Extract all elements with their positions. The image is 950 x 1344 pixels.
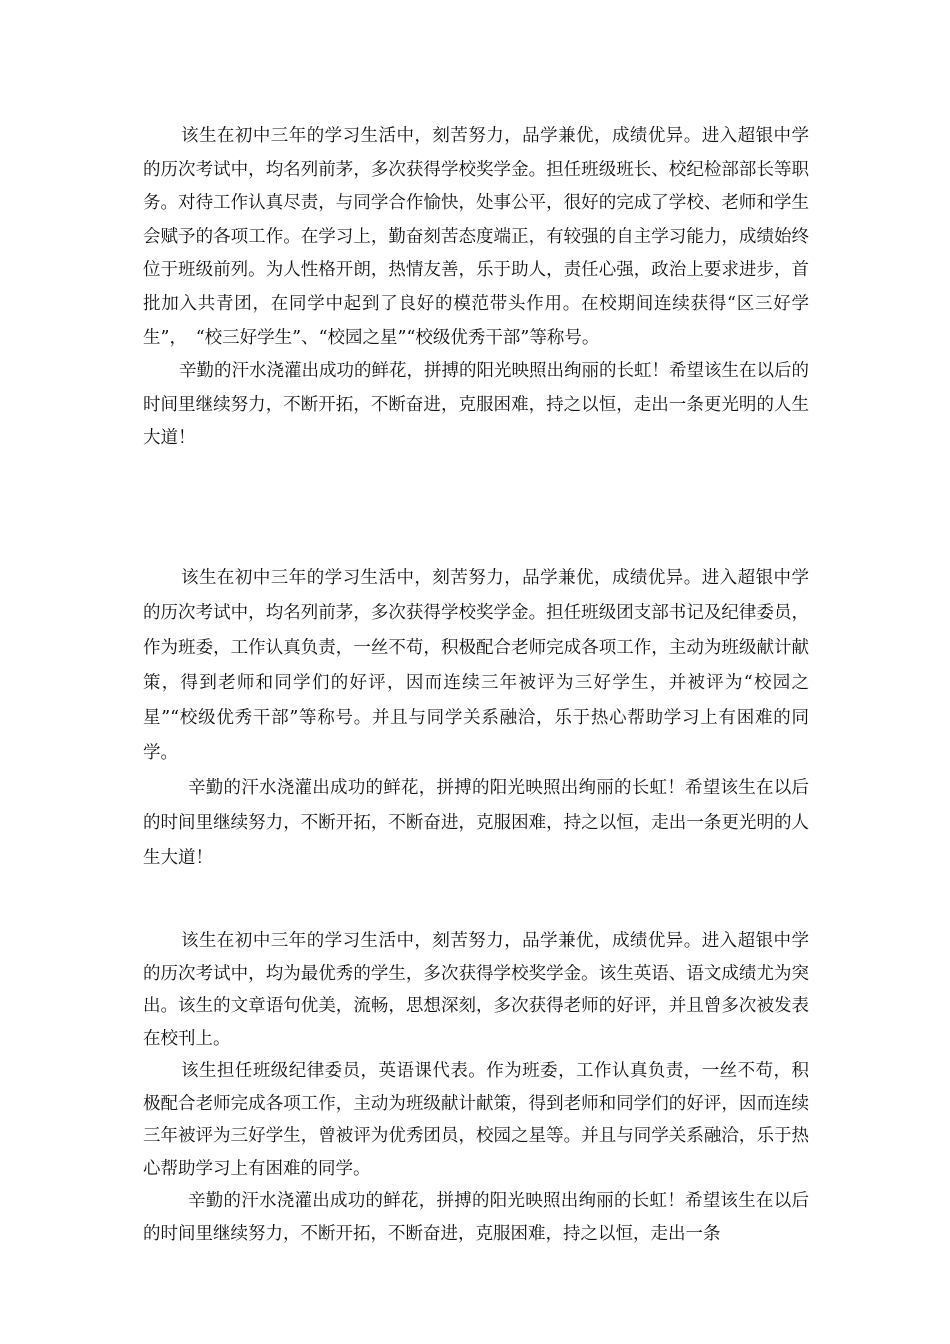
evaluation-section-1 <box>143 120 809 456</box>
evaluation-1-body: 该生在初中三年的学习生活中，刻苦努力，品学兼优，成绩优异。进入超银中学的历次考试中，均名列前茅，多次获得学校奖学金。担任班级班长、校纪检部部长等职务。对待工作认真尽责，与同学合作愉快，处事公平，很好的完成了学校、老师和学生会赋予的各项工作。在学习上，勤奋刻苦态度端正，有较强的自主学习能力，成绩始终位于班级前列。为人性格开朗，热情友善，乐于助人，责任心强，政治上要求进步，首批加入共青团，在同学中起到了良好的模范带头作用。在校期间连续获得“区三好学生”， “校三好学生”、“校园之星”“校级优秀干部”等称号。 <box>143 126 809 348</box>
evaluation-section-2 <box>143 561 809 876</box>
evaluation-2-closing: 辛勤的汗水浇灌出成功的鲜花，拼搏的阳光映照出绚丽的长虹！希望该生在以后的时间里继续努力，不断开拓，不断奋进，克服困难，持之以恒，走出一条更光明的人生大道！ <box>143 778 809 868</box>
evaluation-3-roles: 该生担任班级纪律委员，英语课代表。作为班委，工作认真负责，一丝不苟，积极配合老师完成各项工作，主动为班级献计献策，得到老师和同学们的好评，因而连续三年被评为三好学生，曾被评为优秀团员，校园之星等。并且与同学关系融洽，乐于热心帮助学习上有困难的同学。 <box>143 1061 809 1179</box>
evaluation-3-closing: 辛勤的汗水浇灌出成功的鲜花，拼搏的阳光映照出绚丽的长虹！希望该生在以后的时间里继续努力，不断开拓，不断奋进，克服困难，持之以恒，走出一条 <box>143 1191 809 1244</box>
evaluation-2-body: 该生在初中三年的学习生活中，刻苦努力，品学兼优，成绩优异。进入超银中学的历次考试中，均名列前茅，多次获得学校奖学金。担任班级团支部书记及纪律委员，作为班委，工作认真负责，一丝不苟，积极配合老师完成各项工作，主动为班级献计献策，得到老师和同学们的好评，因而连续三年被评为三好学生，并被评为“校园之星”“校级优秀干部”等称号。并且与同学关系融洽，乐于热心帮助学习上有困难的同学。 <box>143 568 809 763</box>
evaluation-3-body: 该生在初中三年的学习生活中，刻苦努力，品学兼优，成绩优异。进入超银中学的历次考试中，均为最优秀的学生，多次获得学校奖学金。该生英语、语文成绩尤为突出。该生的文章语句优美，流畅，思想深刻，多次获得老师的好评，并且曾多次被发表在校刊上。 <box>143 931 809 1049</box>
evaluation-1-closing: 辛勤的汗水浇灌出成功的鲜花，拼搏的阳光映照出绚丽的长虹！希望该生在以后的时间里继续努力，不断开拓，不断奋进，克服困难，持之以恒，走出一条更光明的人生大道！ <box>143 361 809 449</box>
evaluation-section-3 <box>143 925 809 1250</box>
